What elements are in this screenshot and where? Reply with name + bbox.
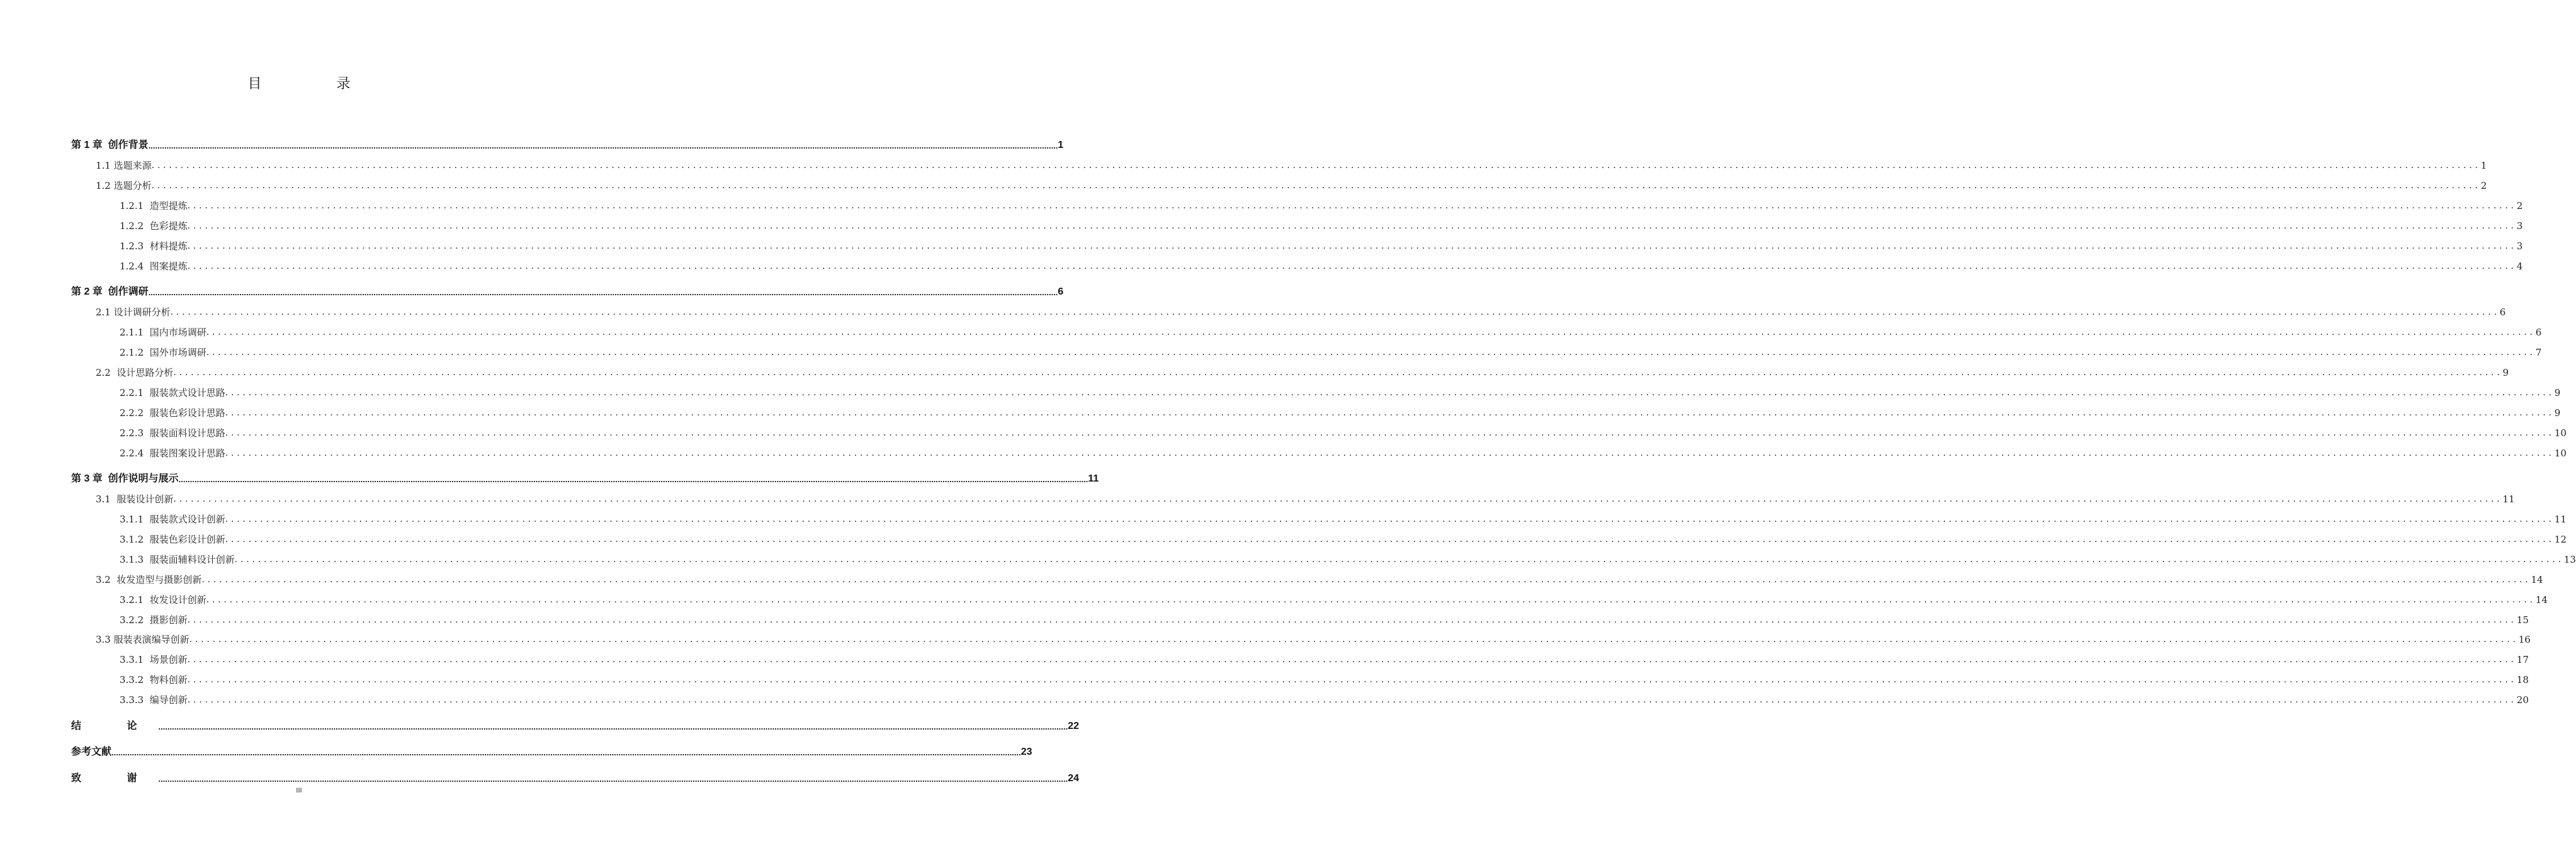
toc-entry-page-number: 7: [2535, 347, 2542, 358]
toc-entry-page-number: 6: [1058, 286, 1064, 297]
toc-entry-page-number: 24: [1068, 773, 1079, 784]
toc-entry[interactable]: [0, 741, 1032, 759]
toc-entry-page-number: 11: [1088, 473, 1099, 484]
toc-dot-leader: ................................................................................................................................................................................................................................................................................................................................................................................................................: [187, 615, 2517, 625]
toc-entry-page-number: 3: [2516, 240, 2523, 252]
toc-entry[interactable]: [0, 134, 1064, 152]
toc-entry-label: 2.2 设计思路分析: [96, 367, 174, 378]
toc-entry-label: 3.3.3 编导创新: [120, 694, 188, 706]
toc-dot-leader: ................................................................................................................................................................................................................................................................................................................................................................................................................: [189, 634, 2519, 645]
toc-entry[interactable]: [0, 767, 1079, 785]
toc-dot-leader: ................................................................................................................................................................................................................................................................................................................................................................................................................: [148, 141, 1058, 150]
toc-dot-leader: ................................................................................................................................................................................................................................................................................................................................................................................................................: [225, 448, 2555, 458]
toc-entry-page-number: 1: [2480, 160, 2487, 171]
toc-entry-label: 3.2 妆发造型与摄影创新: [96, 574, 202, 585]
toc-dot-leader: ................................................................................................................................................................................................................................................................................................................................................................................................................: [151, 181, 2481, 191]
toc-dot-leader: ................................................................................................................................................................................................................................................................................................................................................................................................................: [151, 161, 2481, 171]
toc-dot-leader: ................................................................................................................................................................................................................................................................................................................................................................................................................: [187, 221, 2517, 231]
toc-dot-leader: ................................................................................................................................................................................................................................................................................................................................................................................................................: [158, 774, 1068, 784]
toc-dot-leader: ................................................................................................................................................................................................................................................................................................................................................................................................................: [173, 368, 2503, 378]
toc-entry-label: 3.1.3 服装面辅料设计创新: [120, 554, 235, 565]
toc-entry[interactable]: [0, 301, 2506, 319]
toc-dot-leader: ................................................................................................................................................................................................................................................................................................................................................................................................................: [234, 555, 2564, 565]
toc-entry[interactable]: [0, 442, 2567, 460]
toc-dot-leader: ................................................................................................................................................................................................................................................................................................................................................................................................................: [225, 514, 2555, 524]
toc-entry-label: 第 2 章 创作调研: [71, 286, 149, 297]
toc-entry[interactable]: [0, 381, 2561, 399]
toc-dot-leader: ................................................................................................................................................................................................................................................................................................................................................................................................................: [170, 307, 2500, 317]
page-footer-number: III: [296, 787, 302, 794]
toc-entry-label: 2.2.3 服装面料设计思路: [120, 427, 225, 439]
toc-entry-page-number: 13: [2563, 554, 2576, 565]
toc-entry[interactable]: [0, 321, 2542, 339]
toc-entry-label: 1.2.3 材料提炼: [120, 240, 188, 252]
toc-dot-leader: ................................................................................................................................................................................................................................................................................................................................................................................................................: [201, 575, 2531, 585]
toc-entry-label: 3.2.1 妆发设计创新: [120, 594, 206, 606]
toc-dot-leader: ................................................................................................................................................................................................................................................................................................................................................................................................................: [187, 261, 2517, 271]
toc-entry-page-number: 9: [2554, 387, 2561, 398]
toc-entry-page-number: 11: [2502, 494, 2515, 505]
toc-entry-page-number: 6: [2499, 307, 2506, 318]
toc-dot-leader: ................................................................................................................................................................................................................................................................................................................................................................................................................: [111, 748, 1021, 757]
toc-entry[interactable]: [0, 668, 2529, 686]
toc-entry-label: 3.3.1 场景创新: [120, 654, 188, 665]
toc-dot-leader: ................................................................................................................................................................................................................................................................................................................................................................................................................: [225, 428, 2555, 438]
toc-entry-label: 2.1.1 国内市场调研: [120, 327, 206, 338]
toc-entry-label: 2.1 设计调研分析: [96, 307, 171, 318]
toc-entry-label: 3.3 服装表演编导创新: [96, 634, 189, 645]
toc-entry-page-number: 23: [1020, 747, 1032, 757]
toc-entry[interactable]: [0, 468, 1099, 485]
toc-entry[interactable]: [0, 689, 2529, 706]
toc-title: 目 录: [247, 76, 386, 92]
toc-entry[interactable]: [0, 648, 2529, 666]
toc-entry-page-number: 20: [2516, 694, 2529, 706]
toc-entry-page-number: 1: [1058, 140, 1064, 150]
toc-entry[interactable]: [0, 715, 1079, 733]
toc-dot-leader: ................................................................................................................................................................................................................................................................................................................................................................................................................: [206, 327, 2536, 337]
toc-entry-page-number: 6: [2535, 327, 2542, 338]
toc-entry[interactable]: [0, 341, 2542, 359]
toc-dot-leader: ................................................................................................................................................................................................................................................................................................................................................................................................................: [206, 347, 2536, 358]
toc-entry-page-number: 22: [1068, 721, 1079, 731]
toc-dot-leader: ................................................................................................................................................................................................................................................................................................................................................................................................................: [187, 675, 2517, 685]
toc-dot-leader: ................................................................................................................................................................................................................................................................................................................................................................................................................: [173, 494, 2503, 504]
toc-entry[interactable]: [0, 402, 2561, 419]
toc-dot-leader: ................................................................................................................................................................................................................................................................................................................................................................................................................: [206, 595, 2536, 605]
toc-entry[interactable]: [0, 154, 2487, 172]
toc-entry-label: 3.2.2 摄影创新: [120, 614, 188, 626]
toc-entry-label: 第 3 章 创作说明与展示: [71, 473, 179, 484]
toc-entry-label: 参考文献: [71, 747, 112, 757]
toc-entry-label: 1.1 选题来源: [96, 160, 152, 171]
toc-entry[interactable]: [0, 628, 2531, 646]
toc-dot-leader: ................................................................................................................................................................................................................................................................................................................................................................................................................: [158, 722, 1068, 731]
toc-entry-page-number: 15: [2516, 614, 2529, 626]
toc-entry-page-number: 4: [2516, 261, 2523, 272]
toc-dot-leader: ................................................................................................................................................................................................................................................................................................................................................................................................................: [225, 408, 2555, 418]
toc-entry[interactable]: [0, 235, 2523, 252]
toc-entry[interactable]: [0, 528, 2567, 546]
toc-entry-label: 2.2.4 服装图案设计思路: [120, 448, 225, 459]
toc-entry-page-number: 11: [2554, 514, 2567, 525]
toc-entry[interactable]: [0, 488, 2515, 505]
toc-entry-label: 1.2.2 色彩提炼: [120, 220, 188, 232]
toc-entry[interactable]: [0, 422, 2567, 439]
toc-entry-page-number: 17: [2516, 654, 2529, 665]
toc-entry-page-number: 14: [2535, 594, 2548, 606]
toc-entry-label: 3.3.2 物料创新: [120, 674, 188, 685]
toc-entry-page-number: 3: [2516, 220, 2523, 232]
toc-dot-leader: ................................................................................................................................................................................................................................................................................................................................................................................................................: [187, 695, 2517, 705]
toc-dot-leader: ................................................................................................................................................................................................................................................................................................................................................................................................................: [178, 475, 1088, 484]
toc-entry-label: 1.2 选题分析: [96, 180, 152, 191]
toc-entry[interactable]: [0, 281, 1064, 298]
toc-entry-label: 3.1 服装设计创新: [96, 494, 174, 505]
toc-entry-page-number: 2: [2516, 200, 2523, 212]
toc-entry[interactable]: [0, 174, 2487, 192]
toc-entry-label: 结 论: [71, 721, 159, 731]
toc-entry[interactable]: [0, 568, 2543, 586]
toc-entry-page-number: 18: [2516, 674, 2529, 685]
toc-entry-page-number: 12: [2554, 534, 2567, 545]
toc-entry[interactable]: [0, 508, 2567, 526]
toc-entry[interactable]: [0, 548, 2576, 566]
toc-entry-page-number: 16: [2518, 634, 2531, 645]
toc-entry-page-number: 10: [2554, 427, 2567, 439]
toc-entry[interactable]: [0, 589, 2548, 606]
toc-entry-label: 1.2.4 图案提炼: [120, 261, 188, 272]
toc-entry-label: 2.1.2 国外市场调研: [120, 347, 206, 358]
toc-entry[interactable]: [0, 255, 2523, 273]
toc-entry-label: 致 谢: [71, 773, 159, 784]
toc-entry-page-number: 14: [2531, 574, 2543, 585]
toc-entry-label: 第 1 章 创作背景: [71, 140, 149, 150]
toc-dot-leader: ................................................................................................................................................................................................................................................................................................................................................................................................................: [148, 288, 1058, 297]
toc-entry-label: 2.2.1 服装款式设计思路: [120, 387, 225, 398]
toc-dot-leader: ................................................................................................................................................................................................................................................................................................................................................................................................................: [187, 201, 2517, 211]
toc-entry-page-number: 10: [2554, 448, 2567, 459]
toc-entry-label: 3.1.1 服装款式设计创新: [120, 514, 225, 525]
toc-entry[interactable]: [0, 609, 2529, 626]
toc-dot-leader: ................................................................................................................................................................................................................................................................................................................................................................................................................: [187, 655, 2517, 665]
toc-entry-page-number: 2: [2480, 180, 2487, 191]
toc-dot-leader: ................................................................................................................................................................................................................................................................................................................................................................................................................: [187, 241, 2517, 251]
toc-entry[interactable]: [0, 215, 2523, 232]
toc-entry[interactable]: [0, 195, 2523, 212]
toc-entry-label: 1.2.1 造型提炼: [120, 200, 188, 212]
toc-entry[interactable]: [0, 361, 2509, 379]
toc-entry-label: 3.1.2 服装色彩设计创新: [120, 534, 225, 545]
toc-entry-page-number: 9: [2554, 407, 2561, 419]
toc-dot-leader: ................................................................................................................................................................................................................................................................................................................................................................................................................: [225, 388, 2555, 398]
toc-dot-leader: ................................................................................................................................................................................................................................................................................................................................................................................................................: [225, 534, 2555, 544]
toc-entry-page-number: 9: [2502, 367, 2509, 378]
toc-entry-label: 2.2.2 服装色彩设计思路: [120, 407, 225, 419]
